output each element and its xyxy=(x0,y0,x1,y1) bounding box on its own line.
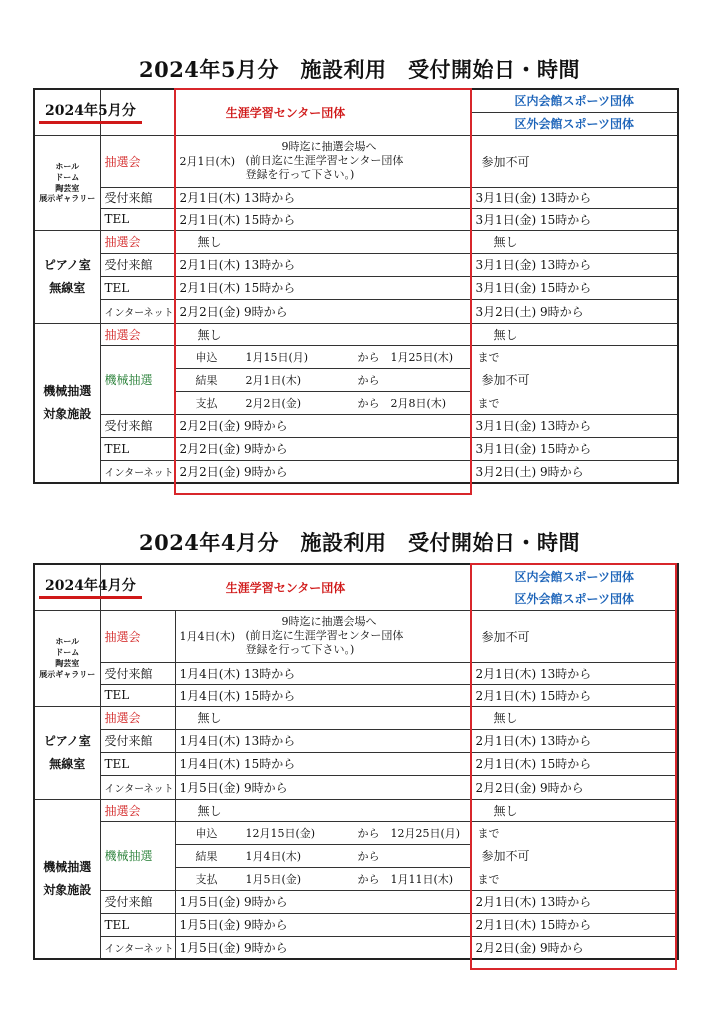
lottery-right: 無し xyxy=(471,799,678,821)
machine-right: 参加不可 xyxy=(471,345,678,414)
tel-center: 2月1日(木) 15時から xyxy=(175,276,471,299)
lottery-note-line: (前日迄に生涯学習センター団体 xyxy=(245,154,404,168)
tel-right: 3月1日(金) 15時から xyxy=(471,437,678,460)
visit-center: 2月2日(金) 9時から xyxy=(175,414,471,437)
facility-line: ピアノ室 xyxy=(43,257,91,272)
table-april xyxy=(33,563,679,960)
lottery-note-line: 9時迄に抽選会場へ xyxy=(281,140,377,154)
lottery-note-line: 登録を行って下さい。) xyxy=(245,167,355,181)
lottery-right: 無し xyxy=(471,230,678,253)
lottery-right: 無し xyxy=(471,323,678,345)
facility-line: ピアノ室 xyxy=(43,733,91,748)
machine-row-apply xyxy=(175,345,500,368)
machine-row-apply xyxy=(175,821,500,844)
machine-right: 参加不可 xyxy=(471,821,678,890)
month-label xyxy=(34,564,136,610)
type-machine-lottery: 機械抽選 xyxy=(100,345,175,414)
lottery-note-line: (前日迄に生涯学習センター団体 xyxy=(245,629,404,643)
lottery-center: 無し xyxy=(175,799,471,821)
visit-right: 2月1日(木) 13時から xyxy=(471,890,678,913)
net-center: 2月2日(金) 9時から xyxy=(175,299,471,323)
lottery-right: 参加不可 xyxy=(471,135,678,187)
type-lottery: 抽選会 xyxy=(100,230,175,253)
type-internet: インターネット xyxy=(100,299,175,323)
visit-center: 1月4日(木) 13時から xyxy=(175,729,471,752)
type-visit: 受付来館 xyxy=(100,187,175,208)
net-center: 1月5日(金) 9時から xyxy=(175,936,471,959)
machine-row-payment xyxy=(175,391,500,414)
tel-center: 1月4日(木) 15時から xyxy=(175,684,471,706)
month-label xyxy=(34,89,136,135)
machine-row-range: から 2月8日(木) xyxy=(357,396,447,410)
tel-right: 2月1日(木) 15時から xyxy=(471,913,678,936)
tel-center: 2月2日(金) 9時から xyxy=(175,437,471,460)
machine-row-label: 支払 xyxy=(195,396,218,410)
type-lottery: 抽選会 xyxy=(100,799,175,821)
net-center: 2月2日(金) 9時から xyxy=(175,460,471,483)
facility-line: 無線室 xyxy=(49,756,86,771)
machine-row-range: から xyxy=(357,373,380,387)
visit-center: 1月4日(木) 13時から xyxy=(175,662,471,684)
facility-machine xyxy=(34,799,100,959)
machine-row-label: 結果 xyxy=(195,373,218,387)
machine-row-payment xyxy=(175,867,500,890)
facility-line: 機械抽選 xyxy=(43,859,92,874)
type-visit: 受付来館 xyxy=(100,414,175,437)
lottery-center: 無し xyxy=(175,230,471,253)
machine-row-end: まで xyxy=(477,396,500,410)
visit-right: 2月1日(木) 13時から xyxy=(471,729,678,752)
machine-row-end: まで xyxy=(477,872,500,886)
lottery-right: 無し xyxy=(471,706,678,729)
type-tel: TEL xyxy=(100,752,175,775)
facility-piano xyxy=(34,706,100,799)
header-outer-ward-sports: 区外会館スポーツ団体 xyxy=(471,112,678,135)
type-internet: インターネット xyxy=(100,936,175,959)
tel-right: 2月1日(木) 15時から xyxy=(471,752,678,775)
visit-center: 2月1日(木) 13時から xyxy=(175,187,471,208)
facility-hall xyxy=(34,610,100,706)
header-inner-ward-sports: 区内会館スポーツ団体 xyxy=(471,564,678,587)
header-lifelong-learning: 生涯学習センター団体 xyxy=(100,564,471,610)
lottery-instructions xyxy=(175,135,471,187)
type-internet: インターネット xyxy=(100,775,175,799)
tel-right: 3月1日(金) 15時から xyxy=(471,208,678,230)
schedule-table-april xyxy=(33,563,677,960)
type-tel: TEL xyxy=(100,276,175,299)
machine-row-range: から xyxy=(357,849,380,863)
type-visit: 受付来館 xyxy=(100,729,175,752)
facility-line: 対象施設 xyxy=(43,882,92,897)
visit-center: 2月1日(木) 13時から xyxy=(175,253,471,276)
tel-right: 2月1日(木) 15時から xyxy=(471,684,678,706)
facility-hall xyxy=(34,135,100,230)
header-lifelong-learning: 生涯学習センター団体 xyxy=(100,89,471,135)
machine-row-date: 1月5日(金) xyxy=(245,872,302,886)
section-title-april: 2024年4月分 施設利用 受付開始日・時間 xyxy=(138,530,581,555)
lottery-center: 無し xyxy=(175,706,471,729)
lottery-center: 無し xyxy=(175,323,471,345)
machine-row-date: 2月1日(木) xyxy=(245,373,302,387)
machine-row-end: まで xyxy=(477,350,500,364)
header-inner-ward-sports: 区内会館スポーツ団体 xyxy=(471,89,678,112)
facility-line: 展示ギャラリー xyxy=(39,193,96,204)
tel-right: 3月1日(金) 15時から xyxy=(471,276,678,299)
net-right: 2月2日(金) 9時から xyxy=(471,775,678,799)
machine-row-range: から 1月25日(木) xyxy=(357,350,454,364)
visit-right: 3月1日(金) 13時から xyxy=(471,414,678,437)
type-lottery: 抽選会 xyxy=(100,323,175,345)
schedule-table-may xyxy=(33,88,677,484)
type-lottery: 抽選会 xyxy=(100,610,175,662)
month-label-text: 2024年5月分 xyxy=(39,100,142,124)
facility-line: ホール xyxy=(55,160,80,171)
machine-row-end: まで xyxy=(477,826,500,840)
machine-row-date: 1月15日(月) xyxy=(245,350,309,364)
net-right: 2月2日(金) 9時から xyxy=(471,936,678,959)
facility-line: 陶芸室 xyxy=(55,182,80,193)
net-right: 3月2日(土) 9時から xyxy=(471,460,678,483)
machine-row-range: から 1月11日(木) xyxy=(357,872,454,886)
tel-center: 1月4日(木) 15時から xyxy=(175,752,471,775)
facility-line: 対象施設 xyxy=(43,406,92,421)
type-tel: TEL xyxy=(100,913,175,936)
table-may xyxy=(33,88,679,484)
type-lottery: 抽選会 xyxy=(100,706,175,729)
facility-line: ドーム xyxy=(55,647,80,658)
facility-line: 展示ギャラリー xyxy=(39,668,96,679)
machine-row-date: 2月2日(金) xyxy=(245,396,302,410)
lottery-instructions xyxy=(175,610,471,662)
type-visit: 受付来館 xyxy=(100,253,175,276)
type-tel: TEL xyxy=(100,437,175,460)
machine-row-label: 申込 xyxy=(195,350,218,364)
machine-row-result xyxy=(175,844,471,867)
type-tel: TEL xyxy=(100,208,175,230)
type-visit: 受付来館 xyxy=(100,662,175,684)
net-right: 3月2日(土) 9時から xyxy=(471,299,678,323)
net-center: 1月5日(金) 9時から xyxy=(175,775,471,799)
facility-line: 機械抽選 xyxy=(43,383,92,398)
visit-center: 1月5日(金) 9時から xyxy=(175,890,471,913)
visit-right: 2月1日(木) 13時から xyxy=(471,662,678,684)
type-lottery: 抽選会 xyxy=(100,135,175,187)
type-machine-lottery: 機械抽選 xyxy=(100,821,175,890)
type-tel: TEL xyxy=(100,684,175,706)
machine-row-label: 結果 xyxy=(195,849,218,863)
type-visit: 受付来館 xyxy=(100,890,175,913)
visit-right: 3月1日(金) 13時から xyxy=(471,187,678,208)
facility-line: ホール xyxy=(55,636,80,647)
machine-row-label: 申込 xyxy=(195,826,218,840)
machine-row-label: 支払 xyxy=(195,872,218,886)
machine-row-date: 12月15日(金) xyxy=(245,826,316,840)
lottery-date: 1月4日(木) xyxy=(179,630,236,643)
type-internet: インターネット xyxy=(100,460,175,483)
facility-line: 陶芸室 xyxy=(55,658,80,668)
facility-line: 無線室 xyxy=(49,280,86,295)
tel-center: 2月1日(木) 15時から xyxy=(175,208,471,230)
facility-piano xyxy=(34,230,100,323)
header-outer-ward-sports: 区外会館スポーツ団体 xyxy=(471,587,678,610)
lottery-note-line: 登録を行って下さい。) xyxy=(245,642,355,656)
lottery-date: 2月1日(木) xyxy=(179,155,236,168)
machine-row-date: 1月4日(木) xyxy=(245,849,302,863)
facility-line: ドーム xyxy=(55,171,80,182)
lottery-note-line: 9時迄に抽選会場へ xyxy=(281,615,377,629)
tel-center: 1月5日(金) 9時から xyxy=(175,913,471,936)
section-title-may: 2024年5月分 施設利用 受付開始日・時間 xyxy=(138,57,581,82)
facility-machine xyxy=(34,323,100,483)
lottery-right: 参加不可 xyxy=(471,610,678,662)
month-label-text: 2024年4月分 xyxy=(39,575,142,599)
machine-row-result xyxy=(175,368,471,391)
machine-row-range: から 12月25日(月) xyxy=(357,826,461,840)
visit-right: 3月1日(金) 13時から xyxy=(471,253,678,276)
